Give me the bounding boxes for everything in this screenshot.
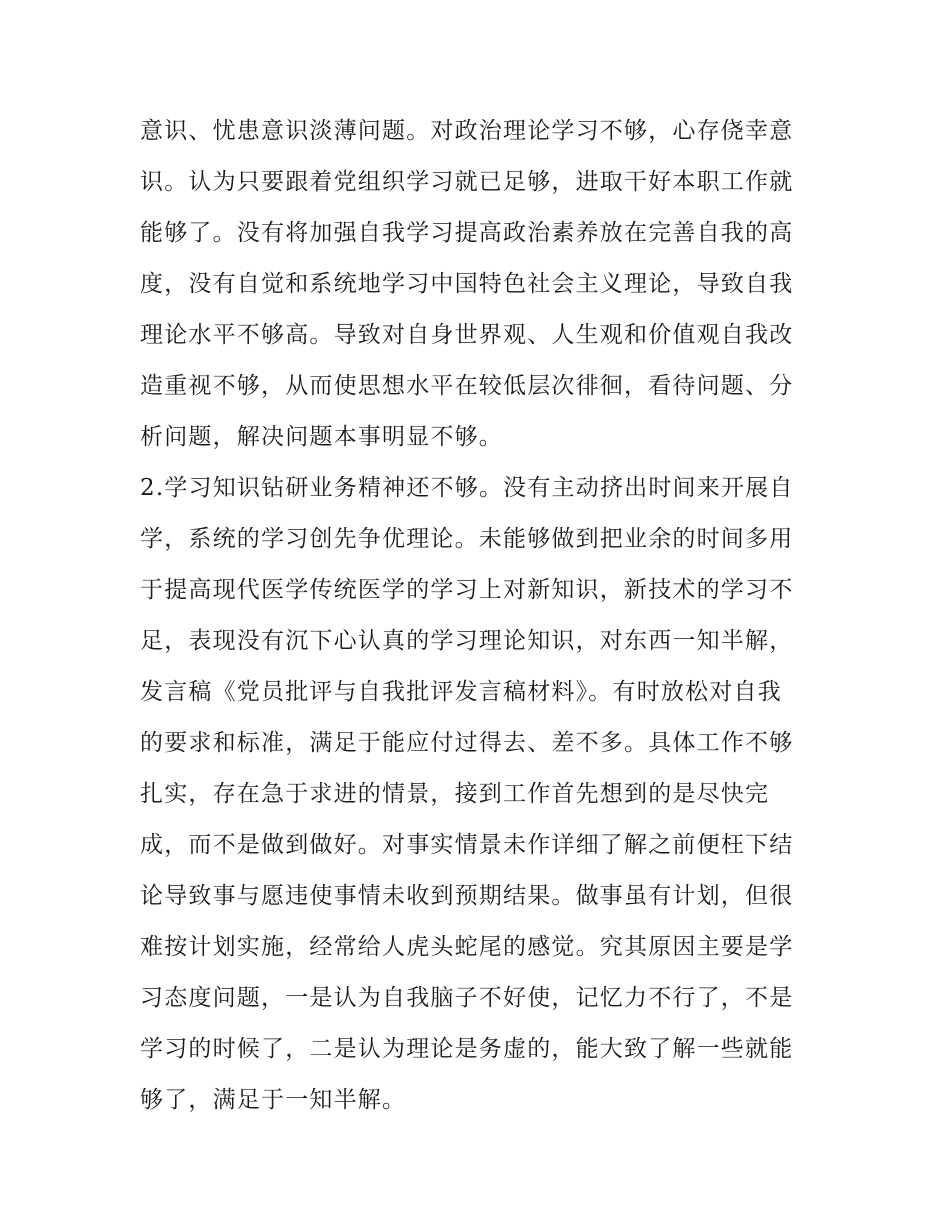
text-line: 于提高现代医学传统医学的学习上对新知识，新技术的学习不 [140,577,794,603]
text-line: 学习的时候了，二是认为理论是务虚的，能大致了解一些就能 [140,1036,794,1062]
text-line: 的要求和标准，满足于能应付过得去、差不多。具体工作不够 [140,730,794,756]
text-line: 度，没有自觉和系统地学习中国特色社会主义理论，导致自我 [140,271,794,297]
text-line: 学，系统的学习创先争优理论。未能够做到把业余的时间多用 [140,526,794,552]
text-line: 习态度问题，一是认为自我脑子不好使，记忆力不行了，不是 [140,985,794,1011]
text-line: 足，表现没有沉下心认真的学习理论知识，对东西一知半解， [140,628,794,654]
text-line: 析问题，解决问题本事明显不够。 [140,424,503,450]
text-line: 论导致事与愿违使事情未收到预期结果。做事虽有计划，但很 [140,883,794,909]
text-line: 2.学习知识钻研业务精神还不够。没有主动挤出时间来开展自 [140,475,794,501]
text-line: 造重视不够，从而使思想水平在较低层次徘徊，看待问题、分 [140,373,794,399]
text-line: 成，而不是做到做好。对事实情景未作详细了解之前便枉下结 [140,832,794,858]
text-line: 理论水平不够高。导致对自身世界观、人生观和价值观自我改 [140,322,794,348]
text-line: 扎实，存在急于求进的情景，接到工作首先想到的是尽快完 [140,781,770,807]
text-line: 难按计划实施，经常给人虎头蛇尾的感觉。究其原因主要是学 [140,934,794,960]
text-line: 够了，满足于一知半解。 [140,1087,407,1113]
body-text [140,106,820,1126]
text-line: 识。认为只要跟着党组织学习就已足够，进取干好本职工作就 [140,169,794,195]
text-line: 能够了。没有将加强自我学习提高政治素养放在完善自我的高 [140,220,794,246]
text-line: 意识、忧患意识淡薄问题。对政治理论学习不够，心存侥幸意 [140,118,794,144]
text-line: 发言稿《党员批评与自我批评发言稿材料》。有时放松对自我 [140,679,782,705]
